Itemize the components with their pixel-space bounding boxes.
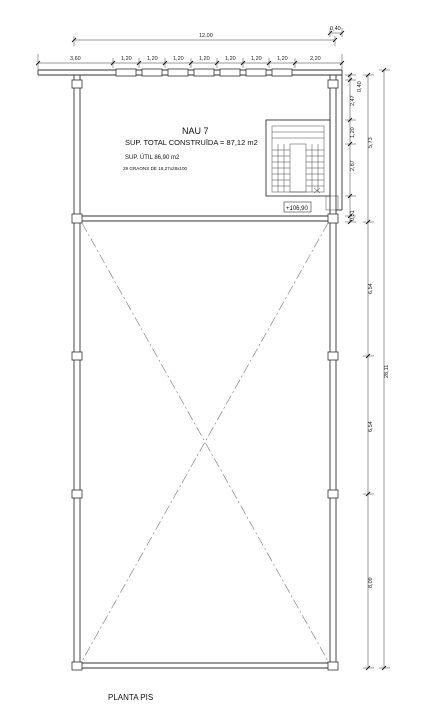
window xyxy=(168,69,188,76)
window xyxy=(272,69,292,76)
room-useful-area: SUP. ÚTIL 86,90 m2 xyxy=(125,155,180,161)
column xyxy=(72,80,82,88)
dim-seg-3: 1,20 xyxy=(147,56,158,62)
column xyxy=(328,490,338,498)
dim-right-5: 0,51 xyxy=(350,210,356,221)
dim-seg-1: 3,60 xyxy=(70,56,81,62)
dim-mid-4: 8,09 xyxy=(368,577,374,588)
void-cross xyxy=(82,223,328,661)
dim-seg-2: 1,20 xyxy=(121,56,132,62)
dim-mid-3: 6,54 xyxy=(368,421,374,432)
dim-seg-7: 1,20 xyxy=(251,56,262,62)
dim-right-extra: 0,40 xyxy=(330,26,341,32)
level-mark xyxy=(284,202,311,212)
level-mark-text: +106,90 xyxy=(286,206,308,212)
dim-seg-8: 1,20 xyxy=(277,56,288,62)
room-name: NAU 7 xyxy=(182,126,209,136)
window xyxy=(142,69,162,76)
column xyxy=(72,662,82,670)
column xyxy=(72,352,82,360)
dim-mid-2: 6,54 xyxy=(368,283,374,294)
dim-right-1: 0,40 xyxy=(357,81,363,92)
dim-overall-width: 12,00 xyxy=(199,33,213,39)
window xyxy=(220,69,240,76)
columns xyxy=(72,80,338,670)
column xyxy=(328,214,338,223)
outer-walls xyxy=(74,70,342,668)
dim-right-3: 1,20 xyxy=(350,127,356,138)
column xyxy=(72,490,82,498)
dim-right-4: 2,87 xyxy=(350,160,356,171)
room-total-area: SUP. TOTAL CONSTRUÏDA = 87,12 m2 xyxy=(125,138,258,147)
dim-seg-9: 2,20 xyxy=(310,56,321,62)
column xyxy=(328,352,338,360)
room-label xyxy=(123,126,258,171)
window xyxy=(116,69,136,76)
staircase xyxy=(266,120,338,210)
top-dimension-chain xyxy=(36,26,344,72)
dim-seg-6: 1,20 xyxy=(225,56,236,62)
dim-total-height: 28,11 xyxy=(384,364,390,378)
column xyxy=(328,80,338,88)
column xyxy=(72,214,82,223)
window xyxy=(194,69,214,76)
column xyxy=(328,662,338,670)
dim-seg-4: 1,20 xyxy=(173,56,184,62)
right-dimension-chain-mid xyxy=(363,73,374,670)
right-dimension-chain-inner xyxy=(345,73,363,224)
right-dimension-total xyxy=(379,68,390,670)
stair-spec: 29 GRAONS DE 18,27x28x100 xyxy=(123,166,188,171)
top-wall xyxy=(38,69,342,76)
dim-right-2: 2,47 xyxy=(350,95,356,106)
window xyxy=(246,69,266,76)
drawing-caption: PLANTA PIS xyxy=(108,693,154,702)
dim-seg-5: 1,20 xyxy=(199,56,210,62)
dim-mid-1: 5,73 xyxy=(368,137,374,148)
